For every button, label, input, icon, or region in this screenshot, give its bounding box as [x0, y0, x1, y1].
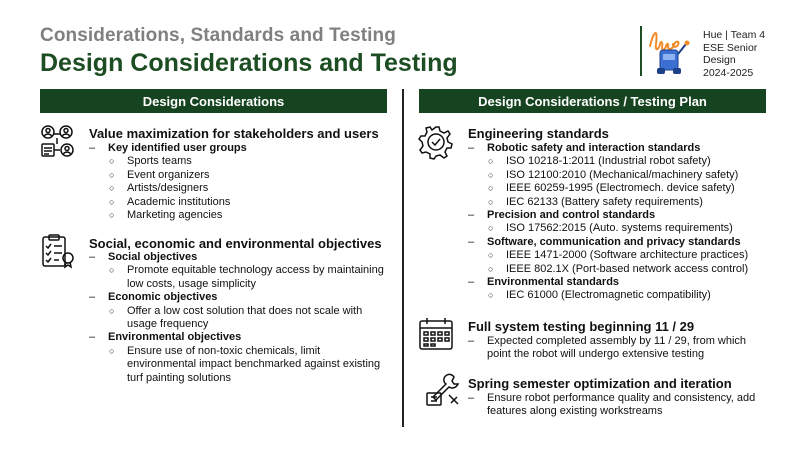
section-title-objectives: Social, economic and environmental objectives [89, 236, 382, 251]
team-info [703, 29, 765, 79]
optimization-line: – Ensure robot performance quality and consistency, add features along existing workstreams [468, 392, 768, 419]
list-item: ○ IEEE 60259-1995 (Electromech. device safety) [468, 182, 748, 195]
subheading: – Software, communication and privacy standards [468, 236, 748, 249]
list-item: ○ IEC 61000 (Electromagnetic compatibility) [468, 289, 748, 302]
subheading: – Key identified user groups [89, 142, 247, 155]
list-item: ○ IEEE 1471-2000 (Software architecture practices) [468, 249, 748, 262]
list-item: ○ Sports teams [89, 155, 247, 168]
testing-line: – Expected completed assembly by 11 / 29, from which point the robot will undergo extensive testing [468, 335, 758, 362]
tools-icon [425, 371, 461, 407]
list-item: ○ IEC 62133 (Battery safety requirements) [468, 196, 748, 209]
subheading: – Social objectives [89, 251, 389, 264]
list-item: ○ Offer a low cost solution that does not scale with usage frequency [89, 305, 389, 332]
team-line: Design [703, 54, 736, 66]
page-title: Design Considerations and Testing [40, 49, 458, 77]
stakeholders-icon [40, 124, 76, 160]
checklist-icon [40, 233, 76, 269]
list-item: ○ ISO 17562:2015 (Auto. systems requirements) [468, 222, 748, 235]
engineering-list [468, 142, 748, 303]
list-item: ○ Marketing agencies [89, 209, 247, 222]
subheading: – Economic objectives [89, 291, 389, 304]
stakeholders-list [89, 142, 247, 222]
list-item: ○ ISO 10218-1:2011 (Industrial robot safety) [468, 155, 748, 168]
supertitle: Considerations, Standards and Testing [40, 25, 396, 46]
calendar-icon [418, 316, 454, 352]
gear-check-icon [418, 124, 454, 160]
section-title-optimization: Spring semester optimization and iteration [468, 376, 732, 391]
list-item: ○ Event organizers [89, 169, 247, 182]
list-item: ○ Promote equitable technology access by maintaining low costs, usage simplicity [89, 264, 389, 291]
team-logo-icon [646, 24, 694, 78]
list-item: ○ Ensure use of non-toxic chemicals, limit environmental impact benchmarked against existing turf painting solutions [89, 345, 389, 385]
logo-divider [640, 26, 642, 76]
right-column-header: Design Considerations / Testing Plan [419, 89, 766, 113]
left-column-header: Design Considerations [40, 89, 387, 113]
subheading: – Precision and control standards [468, 209, 748, 222]
subheading: – Robotic safety and interaction standards [468, 142, 748, 155]
objectives-list [89, 251, 389, 385]
testing-text [468, 335, 758, 362]
team-line: Hue | Team 4 [703, 29, 766, 41]
list-item: ○ IEEE 802.1X (Port-based network access control) [468, 263, 748, 276]
column-divider [402, 89, 404, 427]
list-item: ○ ISO 12100:2010 (Mechanical/machinery safety) [468, 169, 748, 182]
list-item: ○ Academic institutions [89, 196, 247, 209]
optimization-text [468, 392, 768, 419]
team-line: 2024-2025 [703, 66, 754, 79]
section-title-stakeholders: Value maximization for stakeholders and users [89, 126, 379, 141]
subheading: – Environmental objectives [89, 331, 389, 344]
subheading: – Environmental standards [468, 276, 748, 289]
section-title-engineering: Engineering standards [468, 126, 609, 141]
section-title-testing: Full system testing beginning 11 / 29 [468, 319, 695, 334]
list-item: ○ Artists/designers [89, 182, 247, 195]
team-line: ESE Senior [703, 41, 758, 54]
